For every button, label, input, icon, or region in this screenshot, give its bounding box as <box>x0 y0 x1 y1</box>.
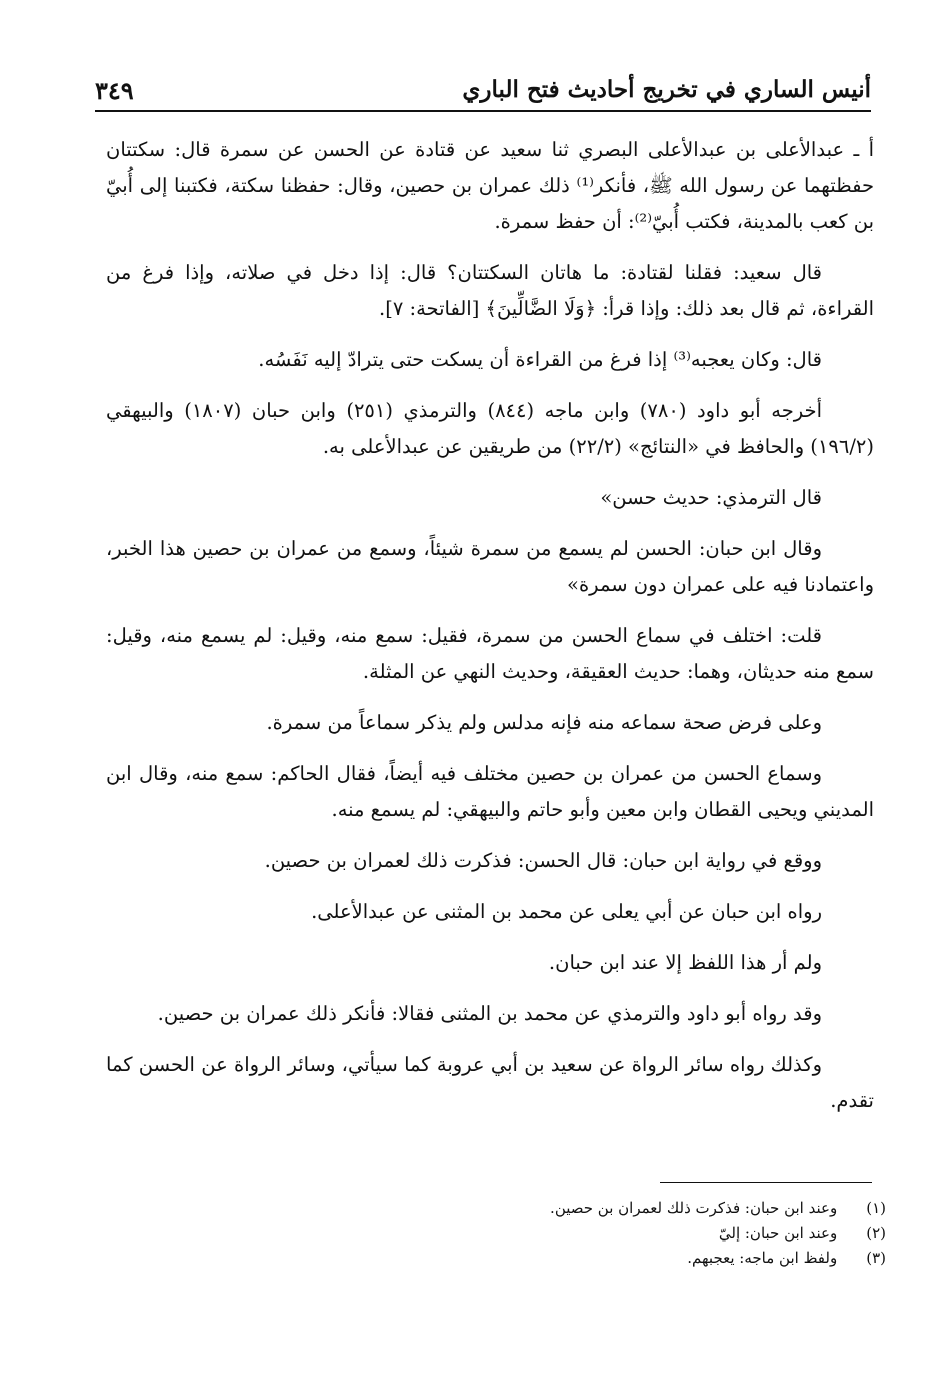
footnotes <box>106 1196 886 1271</box>
footnote-item <box>106 1246 886 1271</box>
footnote-number: (٢) <box>866 1224 886 1242</box>
paragraph-kadhalik: وكذلك رواه سائر الرواة عن سعيد بن أبي عروبة كما سيأتي، وسائر الرواة عن الحسن كما تقدم. <box>106 1053 874 1112</box>
main-text <box>106 132 874 1134</box>
book-title: أنيس الساري في تخريج أحاديث فتح الباري <box>462 76 871 103</box>
footnote-number: (١) <box>866 1199 886 1217</box>
footnote-item <box>106 1221 886 1246</box>
footnote-separator <box>660 1182 872 1183</box>
footnote-text: وعند ابن حبان: إليّ <box>718 1224 838 1242</box>
paragraph-rawahu: رواه ابن حبان عن أبي يعلى عن محمد بن المثنى عن عبدالأعلى. <box>311 900 822 923</box>
page-number: ٣٤٩ <box>95 76 134 105</box>
paragraph-ibn-hibban: وقال ابن حبان: الحسن لم يسمع من سمرة شيئاً، وسمع من عمران بن حصين هذا الخبر، واعتمادنا فيه على عمران دون سمرة» <box>106 537 874 596</box>
paragraph-abu-dawud: وقد رواه أبو داود والترمذي عن محمد بن المثنى فقالا: فأنكر ذلك عمران بن حصين. <box>157 1002 822 1025</box>
paragraph-qala: قال: وكان يعجبه⁽³⁾ إذا فرغ من القراءة أن يسكت حتى يترادّ إليه نَفَسُه. <box>258 348 822 371</box>
paragraph-said: قال سعيد: فقلنا لقتادة: ما هاتان السكتتان؟ قال: إذا دخل في صلاته، وإذا فرغ من القراءة، ثم قال بعد ذلك: وإذا قرأ: ﴿وَلَا الضَّالِّينَ﴾ [الفاتحة: ٧]. <box>106 261 874 320</box>
footnote-text: وعند ابن حبان: فذكرت ذلك لعمران بن حصين. <box>550 1199 838 1217</box>
footnote-text: ولفظ ابن ماجه: يعجبهم. <box>687 1249 838 1267</box>
paragraph-qultu: قلت: اختلف في سماع الحسن من سمرة، فقيل: سمع منه، وقيل: لم يسمع منه، وقيل: سمع منه حديثان، وهما: حديث العقيقة، وحديث النهي عن المثلة. <box>106 624 874 683</box>
paragraph-lam-ara: ولم أر هذا اللفظ إلا عند ابن حبان. <box>548 951 822 974</box>
paragraph-takhrij: أخرجه أبو داود (٧٨٠) وابن ماجه (٨٤٤) والترمذي (٢٥١) وابن حبان (١٨٠٧) والبيهقي (١٩٦/٢) والحافظ في «النتائج» (٢٢/٢) من طريقين عن عبدالأعلى به. <box>106 399 874 458</box>
paragraph-imran: وسماع الحسن من عمران بن حصين مختلف فيه أيضاً، فقال الحاكم: سمع منه، وقال ابن المديني ويحيى القطان وابن معين وأبو حاتم والبيهقي: لم يسمع منه. <box>106 762 874 821</box>
paragraph-riwaya: ووقع في رواية ابن حبان: قال الحسن: فذكرت ذلك لعمران بن حصين. <box>264 849 822 872</box>
paragraph-tirmidhi: قال الترمذي: حديث حسن» <box>600 486 822 509</box>
running-header <box>95 68 871 112</box>
footnote-number: (٣) <box>866 1249 886 1267</box>
paragraph-tadlis: وعلى فرض صحة سماعه منه فإنه مدلس ولم يذكر سماعاً من سمرة. <box>266 711 822 734</box>
paragraph-hadith: أ ـ عبدالأعلى بن عبدالأعلى البصري ثنا سعيد عن قتادة عن الحسن عن سمرة قال: سكتتان حفظتهما عن رسول الله ﷺ، فأنكر⁽¹⁾ ذلك عمران بن حصين، وقال: حفظنا سكتة، فكتبنا إلى أُبيّ بن كعب بالمدينة، فكتب أُبيّ⁽²⁾: أن حفظ سمرة. <box>106 138 874 233</box>
footnote-item <box>106 1196 886 1221</box>
header-rule <box>95 110 871 112</box>
